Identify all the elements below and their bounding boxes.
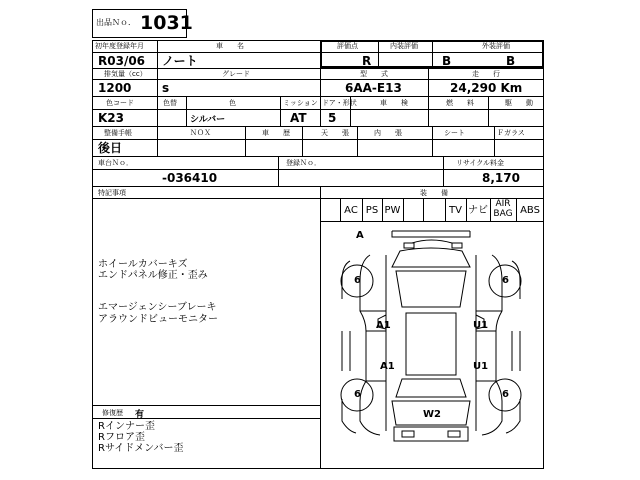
equipment-item: TV — [449, 205, 462, 216]
remark-line: エンドパネル修正・歪み — [98, 270, 208, 281]
label-remarks: 特記事項 — [98, 189, 126, 197]
damage-rear-left: A1 — [380, 361, 395, 372]
value-doors-shape: 5 — [328, 111, 337, 125]
damage-tire-rr: 6 — [502, 389, 509, 400]
label-manual: 整備手帳 — [104, 129, 132, 137]
equipment-item: ナビ — [468, 205, 488, 216]
lot-number-value: 1031 — [140, 12, 193, 34]
damage-tire-fr: 6 — [502, 275, 509, 286]
lot-number-label: 出品Ｎｏ． — [96, 18, 136, 27]
label-color: 色 — [229, 99, 236, 107]
value-recycle-fee: 8,170 — [482, 171, 520, 185]
label-exterior-score: 外装評価 — [482, 42, 510, 50]
value-grade: s — [162, 81, 170, 95]
repair-line: Rインナー歪 — [98, 421, 155, 432]
label-reg-no: 登録Ｎｏ． — [286, 159, 321, 167]
car-damage-diagram — [320, 221, 544, 468]
value-interior-score: B — [442, 54, 452, 68]
label-sunroof: 天 張 — [321, 129, 349, 137]
equipment-item: AIR BAG — [493, 199, 513, 219]
damage-rear: W2 — [423, 409, 441, 420]
value-model: 6AA-E13 — [345, 81, 402, 95]
value-color: シルバー — [190, 115, 226, 125]
label-color-code: 色コード — [106, 99, 134, 107]
label-fuel: 燃 料 — [446, 99, 474, 107]
label-interior: 内 張 — [374, 129, 402, 137]
equipment-item: PS — [365, 205, 379, 216]
value-chassis-no: -036410 — [162, 171, 218, 185]
label-recycle-fee: リサイクル料金 — [456, 159, 505, 167]
label-inspection: 車 検 — [380, 99, 408, 107]
label-seat: シート — [444, 129, 465, 137]
label-score: 評価点 — [337, 42, 358, 50]
damage-tire-fl: 6 — [354, 275, 361, 286]
damage-rear-right: U1 — [473, 361, 489, 372]
label-history: 車 歴 — [262, 129, 290, 137]
damage-front: A — [356, 230, 364, 241]
repair-line: Rフロア歪 — [98, 432, 145, 443]
remark-line: アラウンドビューモニター — [98, 314, 218, 325]
value-score: R — [362, 54, 372, 68]
label-drive: 駆 動 — [505, 99, 533, 107]
value-first-reg: R03/06 — [98, 54, 146, 68]
repair-line: Rサイドメンバー歪 — [98, 443, 184, 454]
label-grade: グレード — [222, 70, 250, 78]
label-nox: ＮＯＸ — [190, 129, 211, 137]
label-glass: Ｆガラス — [497, 129, 525, 137]
label-interior-score: 内装評価 — [390, 42, 418, 50]
label-doors-shape: ドア・形状 — [322, 99, 357, 107]
equipment-item: ABS — [520, 205, 540, 216]
label-mileage: 走 行 — [472, 70, 500, 78]
value-transmission: AT — [290, 111, 307, 125]
damage-front-left: A1 — [376, 320, 391, 331]
value-color-code: K23 — [98, 111, 124, 125]
damage-front-right: U1 — [473, 320, 489, 331]
value-mileage: 24,290 Km — [450, 81, 523, 95]
value-car-name: ノート — [162, 54, 198, 68]
value-repair-history: 有 — [135, 410, 145, 420]
remark-line: エマージェンシーブレーキ — [98, 302, 217, 313]
label-equipment: 装 備 — [420, 189, 448, 197]
label-model: 型 式 — [360, 70, 388, 78]
label-first-reg: 初年度登録年月 — [95, 42, 144, 50]
equipment-item: AC — [344, 205, 358, 216]
label-color-type: 色替 — [163, 99, 177, 107]
label-car-name: 車 名 — [216, 42, 244, 50]
value-exterior-score: B — [506, 54, 516, 68]
label-displacement: 排気量（cc） — [104, 70, 147, 78]
value-manual: 後日 — [98, 141, 123, 155]
equipment-item: PW — [384, 205, 401, 216]
label-chassis-no: 車台Ｎｏ． — [98, 159, 133, 167]
remark-line: ホイールカバーキズ — [98, 259, 188, 270]
label-transmission: ミッション — [283, 99, 318, 107]
value-displacement: 1200 — [98, 81, 132, 95]
label-repair-history: 修復歴 — [102, 409, 123, 417]
damage-tire-rl: 6 — [354, 389, 361, 400]
